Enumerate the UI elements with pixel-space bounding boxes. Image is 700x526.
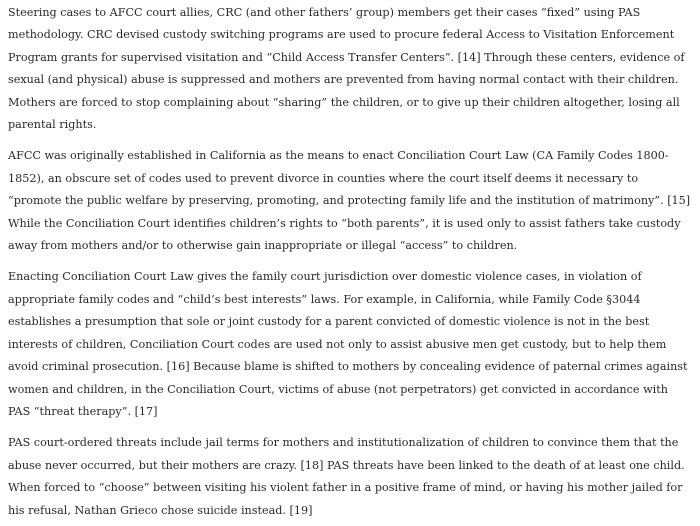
article-body [8, 2, 692, 522]
paragraph: PAS court-ordered threats include jail terms for mothers and institutionalization of children to convince them that the abuse never occurred, but their mothers are crazy. [18] PAS threats have been linked to the death of at least one child. When forced to “choose” between visiting his violent father in a positive frame of mind, or having his mother jailed for his refusal, Nathan Grieco chose suicide instead. [19] [8, 436, 685, 517]
paragraph: AFCC was originally established in California as the means to enact Conciliation Court Law (CA Family Codes 1800-1852), an obscure set of codes used to prevent divorce in counties where the court itself deems it necessary to “promote the public welfare by preserving, promoting, and protecting family life and the institution of matrimony”. [15] While the Conciliation Court identifies children’s rights to “both parents”, it is used only to assist fathers take custody away from mothers and/or to otherwise gain inappropriate or illegal “access” to children. [8, 149, 691, 253]
paragraph: Steering cases to AFCC court allies, CRC (and other fathers’ group) members get their cases “fixed” using PAS methodology. CRC devised custody switching programs are used to procure federal Access to Visitation Enforcement Program grants for supervised visitation and “Child Access Transfer Centers”. [14] Through these centers, evidence of sexual (and physical) abuse is suppressed and mothers are prevented from having normal contact with their children. Mothers are forced to stop complaining about “sharing” the children, or to give up their children altogether, losing all parental rights. [8, 6, 685, 132]
paragraph: Enacting Conciliation Court Law gives the family court jurisdiction over domestic violence cases, in violation of appropriate family codes and “child’s best interests” laws. For example, in California, while Family Code §3044 establishes a presumption that sole or joint custody for a parent convicted of domestic violence is not in the best interests of children, Conciliation Court codes are used not only to assist abusive men get custody, but to help them avoid criminal prosecution. [16] Because blame is shifted to mothers by concealing evidence of paternal crimes against women and children, in the Conciliation Court, victims of abuse (not perpetrators) get convicted in accordance with PAS “threat therapy”. [17] [8, 270, 688, 418]
